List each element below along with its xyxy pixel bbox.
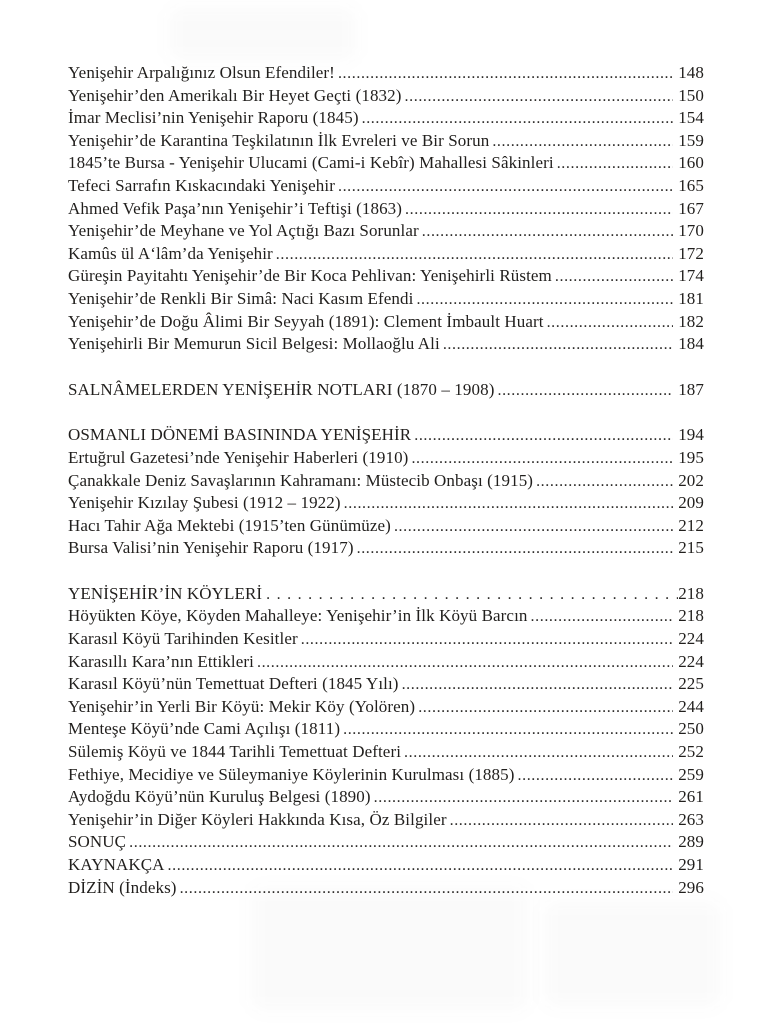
toc-row [68, 62, 704, 85]
dot-leader [394, 515, 673, 538]
dot-leader [168, 854, 674, 877]
table-of-contents [68, 62, 704, 899]
toc-row [68, 628, 704, 651]
dot-leader [276, 243, 673, 266]
dot-leader [338, 62, 673, 85]
toc-entry-title: Ertuğrul Gazetesi’nde Yenişehir Haberleri (1910) [68, 447, 409, 467]
dot-leader [402, 673, 674, 696]
toc-entry-page: 289 [678, 832, 704, 852]
toc-row [68, 243, 704, 266]
toc-row [68, 786, 704, 809]
toc-entry-title: Karasıl Köyü Tarihinden Kesitler [68, 629, 298, 649]
dot-leader [344, 492, 674, 515]
toc-row [68, 265, 704, 288]
toc-section [68, 424, 704, 560]
toc-entry-title: Fethiye, Mecidiye ve Süleymaniye Köylerinin Kurulması (1885) [68, 764, 515, 784]
toc-entry-page: 195 [678, 447, 704, 467]
toc-entry-title: 1845’te Bursa - Yenişehir Ulucami (Cami-i Kebîr) Mahallesi Sâkinleri [68, 153, 554, 173]
toc-row [68, 741, 704, 764]
toc-entry-title: KAYNAKÇA [68, 855, 165, 874]
toc-entry-title: Yenişehir’de Doğu Âlimi Bir Seyyah (1891): Clement İmbault Huart [68, 311, 544, 331]
toc-entry-page: 148 [678, 63, 704, 82]
toc-row [68, 85, 704, 108]
dot-leader [257, 651, 673, 674]
toc-entry-page: 218 [678, 583, 704, 603]
toc-row [68, 311, 704, 334]
scan-bleedthrough-bottom-left [252, 888, 527, 1010]
toc-row [68, 537, 704, 560]
toc-row [68, 651, 704, 674]
toc-entry-page: 218 [678, 606, 704, 626]
toc-row [68, 152, 704, 175]
toc-entry-title: OSMANLI DÖNEMİ BASININDA YENİŞEHİR [68, 425, 412, 445]
dot-leader [338, 175, 673, 198]
toc-row [68, 764, 704, 787]
toc-row [68, 107, 704, 130]
toc-row [68, 198, 704, 221]
dot-leader [416, 288, 673, 311]
toc-entry-page: 172 [678, 243, 704, 263]
dot-leader [357, 537, 674, 560]
toc-entry-page: 150 [678, 85, 704, 105]
dot-leader [518, 764, 674, 787]
toc-entry-page: 165 [678, 175, 704, 195]
dot-leader [180, 877, 674, 900]
toc-entry-page: 209 [678, 493, 704, 513]
dot-leader [443, 333, 673, 356]
toc-entry-page: 187 [678, 379, 704, 399]
toc-row [68, 333, 704, 356]
dot-leader [492, 130, 673, 153]
toc-row [68, 605, 704, 628]
toc-entry-page: 259 [678, 764, 704, 784]
dot-leader [531, 605, 674, 628]
scan-bleedthrough-top [170, 8, 355, 60]
toc-entry-title: İmar Meclisi’nin Yenişehir Raporu (1845) [68, 108, 359, 128]
toc-entry-page: 261 [678, 787, 704, 807]
dot-leader [266, 583, 678, 606]
toc-entry-page: 160 [678, 153, 704, 173]
toc-entry-page: 244 [678, 696, 704, 716]
toc-entry-title: Yenişehirli Bir Memurun Sicil Belgesi: Mollaoğlu Ali [68, 334, 440, 354]
toc-entry-title: Çanakkale Deniz Savaşlarının Kahramanı: Müstecib Onbaşı (1915) [68, 470, 534, 490]
toc-entry-page: 296 [678, 877, 704, 897]
dot-leader [450, 809, 674, 832]
dot-leader [404, 741, 673, 764]
toc-entry-title: SONUÇ [68, 832, 127, 852]
toc-entry-page: 224 [678, 651, 704, 671]
toc-entry-title: Yenişehir’in Yerli Bir Köyü: Mekir Köy (Yolören) [68, 696, 416, 716]
toc-entry-title: Karasıllı Kara’nın Ettikleri [68, 651, 254, 671]
toc-row [68, 470, 704, 493]
toc-row [68, 696, 704, 719]
toc-entry-title: Yenişehir Arpalığınız Olsun Efendiler! [68, 63, 335, 82]
toc-entry-page: 167 [678, 198, 704, 218]
toc-entry-page: 182 [678, 311, 704, 331]
toc-entry-title: Menteşe Köyü’nde Cami Açılışı (1811) [68, 719, 341, 739]
toc-entry-page: 202 [678, 470, 704, 490]
toc-row [68, 220, 704, 243]
toc-row [68, 809, 704, 832]
dot-leader [418, 696, 673, 719]
scan-bleedthrough-bottom-right [545, 902, 720, 1006]
toc-row [68, 447, 704, 470]
dot-leader [422, 220, 673, 243]
toc-entry-page: 181 [678, 288, 704, 308]
toc-entry-title: Yenişehir’den Amerikalı Bir Heyet Geçti (1832) [68, 85, 402, 105]
dot-leader [374, 786, 674, 809]
toc-section [68, 62, 704, 356]
toc-entry-title: Yenişehir’de Renkli Bir Simâ: Naci Kasım Efendi [68, 288, 414, 308]
toc-row [68, 718, 704, 741]
dot-leader [301, 628, 673, 651]
dot-leader [129, 831, 673, 854]
dot-leader [555, 265, 673, 288]
toc-row [68, 288, 704, 311]
toc-row [68, 831, 704, 854]
toc-entry-page: 215 [678, 538, 704, 558]
toc-entry-page: 224 [678, 629, 704, 649]
toc-entry-title: Höyükten Köye, Köyden Mahalleye: Yenişehir’in İlk Köyü Barcın [68, 606, 528, 626]
dot-leader [343, 718, 673, 741]
dot-leader [405, 85, 674, 108]
toc-row [68, 175, 704, 198]
toc-row [68, 424, 704, 447]
toc-row [68, 130, 704, 153]
toc-entry-title: Tefeci Sarrafın Kıskacındaki Yenişehir [68, 175, 335, 195]
toc-row [68, 515, 704, 538]
toc-entry-title: DİZİN (İndeks) [68, 877, 177, 897]
toc-entry-title: YENİŞEHİR’İN KÖYLERİ [68, 583, 263, 603]
dot-leader [362, 107, 674, 130]
toc-entry-page: 252 [678, 742, 704, 762]
toc-row [68, 583, 704, 606]
toc-entry-title: Yenişehir’in Diğer Köyleri Hakkında Kısa, Öz Bilgiler [68, 809, 447, 829]
toc-entry-page: 250 [678, 719, 704, 739]
toc-entry-title: Hacı Tahir Ağa Mektebi (1915’ten Günümüze) [68, 515, 391, 535]
dot-leader [547, 311, 674, 334]
toc-entry-page: 291 [678, 855, 704, 874]
toc-row [68, 877, 704, 900]
dot-leader [411, 447, 673, 470]
toc-entry-title: SALNÂMELERDEN YENİŞEHİR NOTLARI (1870 – 1908) [68, 379, 495, 399]
toc-entry-title: Sülemiş Köyü ve 1844 Tarihli Temettuat Defteri [68, 742, 402, 762]
toc-entry-page: 212 [678, 515, 704, 535]
toc-entry-page: 174 [678, 266, 704, 286]
toc-entry-title: Yenişehir Kızılay Şubesi (1912 – 1922) [68, 493, 341, 513]
toc-entry-page: 154 [678, 108, 704, 128]
toc-entry-page: 225 [678, 674, 704, 694]
toc-entry-page: 194 [678, 425, 704, 445]
toc-entry-page: 170 [678, 221, 704, 241]
toc-row [68, 379, 704, 402]
toc-section [68, 379, 704, 402]
toc-entry-title: Bursa Valisi’nin Yenişehir Raporu (1917) [68, 538, 354, 558]
dot-leader [497, 379, 673, 402]
toc-entry-title: Aydoğdu Köyü’nün Kuruluş Belgesi (1890) [68, 787, 371, 807]
toc-entry-title: Ahmed Vefik Paşa’nın Yenişehir’i Teftişi (1863) [68, 198, 403, 218]
dot-leader [536, 470, 673, 493]
toc-row [68, 492, 704, 515]
toc-entry-title: Yenişehir’de Meyhane ve Yol Açtığı Bazı Sorunlar [68, 221, 419, 241]
dot-leader [405, 198, 673, 221]
toc-entry-title: Kamûs ül A‘lâm’da Yenişehir [68, 243, 273, 263]
toc-entry-title: Güreşin Payitahtı Yenişehir’de Bir Koca Pehlivan: Yenişehirli Rüstem [68, 266, 552, 286]
toc-entry-title: Yenişehir’de Karantina Teşkilatının İlk Evreleri ve Bir Sorun [68, 130, 490, 150]
toc-entry-page: 263 [678, 809, 704, 829]
dot-leader [557, 152, 673, 175]
toc-row [68, 673, 704, 696]
toc-row [68, 854, 704, 877]
toc-entry-page: 184 [678, 334, 704, 354]
toc-entry-page: 159 [678, 130, 704, 150]
toc-entry-title: Karasıl Köyü’nün Temettuat Defteri (1845 Yılı) [68, 674, 399, 694]
toc-section [68, 583, 704, 899]
dot-leader [414, 424, 673, 447]
